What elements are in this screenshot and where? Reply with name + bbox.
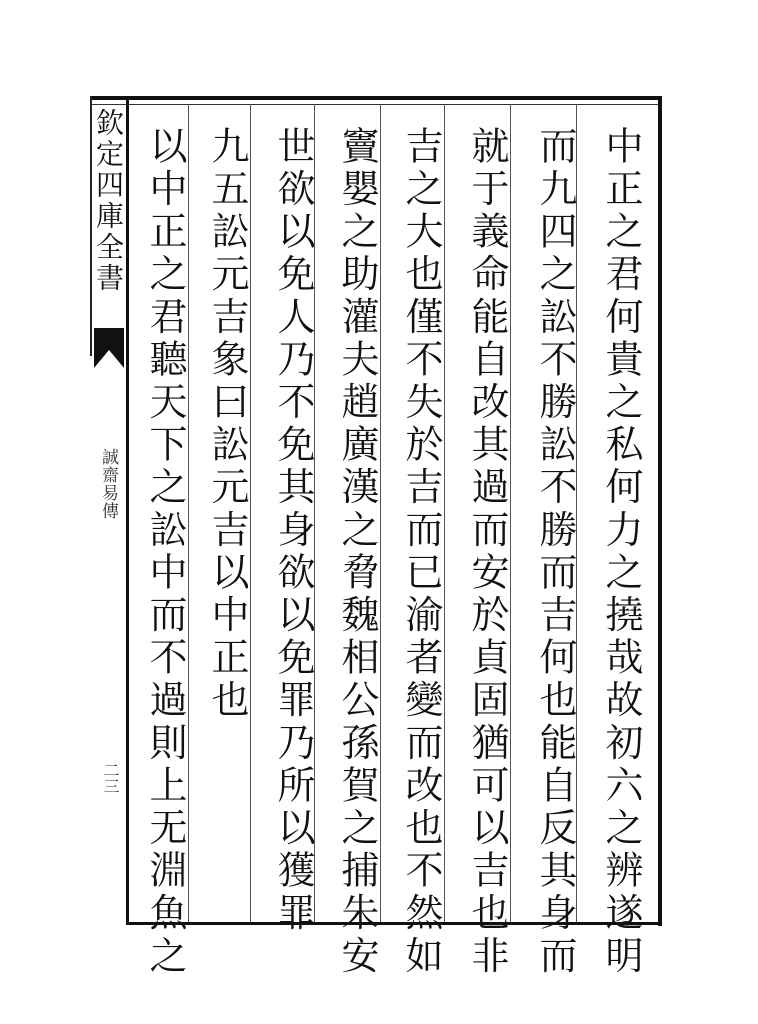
- fish-tail-mark-icon: [94, 328, 124, 372]
- text-column-3: 就于義命能自改其過而安於貞固猶可以吉也非: [465, 126, 509, 978]
- frame-right-border: [658, 96, 662, 926]
- text-column-7: 九五訟元吉象曰訟元吉以中正也: [205, 126, 249, 723]
- text-column-4: 吉之大也僅不失於吉而已渝者變而改也不然如: [399, 126, 443, 978]
- frame-left-border: [126, 96, 129, 924]
- margin-book-title: 欽定四庫全書: [92, 108, 125, 294]
- text-column-2: 而九四之訟不勝訟不勝而吉何也能自反其身而: [533, 126, 577, 978]
- margin-section-title: 誠齋易傳: [98, 448, 118, 520]
- text-column-6: 世欲以免人乃不免其身欲以免罪乃所以獲罪: [271, 126, 315, 936]
- text-column-1: 中正之君何貴之私何力之撓哉故初六之辨遂明: [599, 126, 643, 978]
- margin-page-number: 二三: [101, 762, 120, 794]
- text-column-8: 以中正之君聽天下之訟中而不過則上无淵魚之: [143, 126, 187, 978]
- text-column-5: 竇嬰之助灌夫趙廣漢之脅魏相公孫賀之捕朱安: [335, 126, 379, 978]
- frame-top-border: [92, 96, 662, 100]
